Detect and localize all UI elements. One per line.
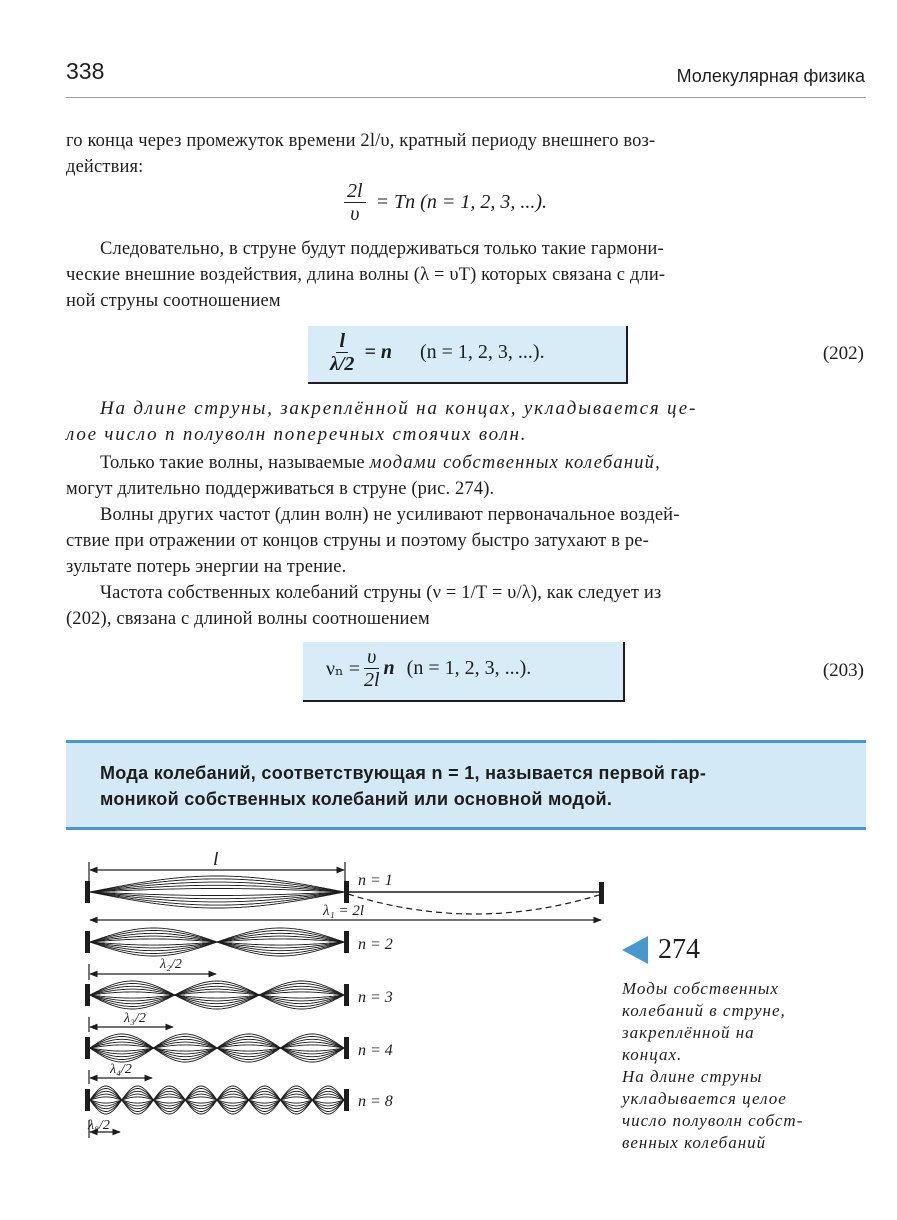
text-line: действия:: [66, 157, 144, 177]
figure-caption: [622, 978, 862, 1154]
wave-envelope-line: [90, 1039, 344, 1048]
equation-number: (203): [822, 660, 864, 681]
caption-line: венных колебаний: [622, 1133, 767, 1152]
text-line: Волны других частот (длин волн) не усиливают первоначальное воздей-: [100, 505, 680, 525]
text-line: зультате потерь энергии на трение.: [66, 557, 347, 577]
figure-number-text: 274: [658, 934, 700, 965]
half-lambda-label: λ₈/2: [88, 1118, 110, 1133]
length-label: l: [213, 852, 219, 870]
wave-envelope-line: [90, 1048, 344, 1062]
text-line: Следовательно, в струне будут поддерживаться только такие гармони-: [100, 239, 664, 259]
numerator: l: [336, 330, 348, 353]
wave-envelope-line: [90, 892, 344, 908]
wave-envelope-line: [90, 1048, 344, 1057]
paragraph-line: [66, 128, 866, 154]
wave-envelope-line: [90, 931, 344, 943]
equation-203: [326, 646, 531, 691]
string-clamp: [344, 1089, 349, 1111]
string-clamp: [344, 984, 349, 1006]
caption-line: концах.: [622, 1045, 683, 1064]
wave-envelope-line: [90, 995, 344, 998]
wave-envelope-line: [90, 876, 344, 892]
mode-label: n = 4: [358, 1042, 393, 1059]
string-clamp: [85, 1089, 90, 1111]
fraction: [364, 646, 380, 691]
denominator: λ/2: [330, 353, 355, 375]
caption-line: число полуволн собст-: [622, 1111, 804, 1130]
text-line: ческие внешние воздействия, длина волны (λ = υT) которых связана с дли-: [66, 265, 666, 285]
definition-line: моникой собственных колебаний или основной модой.: [100, 789, 613, 809]
definition-line: Мода колебаний, соответствующая n = 1, называется первой гар-: [100, 763, 707, 783]
wave-envelope-line: [90, 942, 344, 954]
equation-period: [340, 180, 547, 225]
lambda1-label: λ₁ = 2l: [323, 903, 365, 919]
caption-line: Моды собственных: [622, 979, 779, 998]
fraction: [344, 180, 366, 225]
mode-label: n = 3: [358, 989, 393, 1006]
equation-rest: = Tn (n = 1, 2, 3, ...).: [375, 191, 547, 213]
text-line: лое число n полуволн поперечных стоячих волн.: [66, 424, 528, 445]
caption-line: укладывается целое: [622, 1089, 787, 1108]
text-line: (202), связана с длиной волны соотношением: [66, 609, 430, 629]
half-lambda-label: λ₃/2: [124, 1011, 146, 1026]
string-clamp: [85, 931, 90, 953]
equation-condition: (n = 1, 2, 3, ...).: [419, 341, 545, 363]
mode-label: n = 2: [358, 936, 393, 953]
mode-label: n = 1: [358, 872, 393, 889]
wave-envelope-line: [90, 942, 344, 948]
string-clamp: [344, 931, 349, 953]
header-rule: [66, 97, 866, 98]
figure-marker-icon: [622, 936, 648, 964]
wave-envelope-line: [90, 995, 344, 1004]
denominator: υ: [350, 203, 360, 225]
caption-line: закреплённой на: [622, 1023, 755, 1042]
equation-number: (202): [822, 343, 864, 364]
denominator: 2l: [363, 669, 380, 691]
text-line: На длине струны, закреплённой на концах, укладывается це-: [100, 398, 698, 419]
figure-number: [622, 934, 700, 966]
equation-condition: (n = 1, 2, 3, ...).: [406, 657, 532, 679]
page-number: 338: [66, 58, 105, 84]
string-clamp: [85, 1037, 90, 1059]
caption-line: колебаний в струне,: [622, 1001, 786, 1020]
text-line: го конца через промежуток времени 2l/υ, кратный периоду внешнего воз-: [66, 131, 656, 151]
caption-line: На длине струны: [622, 1067, 763, 1086]
mode-label: n = 8: [358, 1093, 393, 1110]
equation-rhs: = n: [364, 341, 392, 363]
string-clamp: [85, 984, 90, 1006]
running-header: Молекулярная физика: [676, 66, 865, 86]
equation-202: [326, 330, 545, 375]
equation-lhs: νₙ =: [326, 658, 360, 680]
string-clamp: [344, 1037, 349, 1059]
wave-envelope-line: [90, 1034, 344, 1048]
text-line: Частота собственных колебаний струны (ν = 1/T = υ/λ), как следует из: [100, 583, 662, 603]
text-span-italic: модами собственных колебаний,: [369, 453, 661, 473]
wave-envelope-line: [90, 986, 344, 995]
equation-n: n: [383, 657, 395, 679]
numerator: 2l: [344, 180, 366, 203]
wave-envelope-line: [90, 992, 344, 995]
half-lambda-label: λ₄/2: [110, 1062, 132, 1077]
definition-text: [100, 760, 845, 812]
text-line: ной струны соотношением: [66, 291, 281, 311]
fraction: [330, 330, 354, 375]
half-lambda-label: λ₂/2: [160, 957, 182, 972]
wave-envelope-line: [90, 936, 344, 942]
wave-extension-dashed: [348, 894, 602, 914]
text-line: ствие при отражении от концов струны и поэтому быстро затухают в ре-: [66, 531, 649, 551]
numerator: υ: [364, 646, 379, 669]
text-span: Только такие волны, называемые: [100, 453, 370, 473]
far-clamp: [599, 882, 604, 904]
wave-envelope-line: [90, 1091, 344, 1100]
text-line: могут длительно поддерживаться в струне (рис. 274).: [66, 479, 495, 499]
standing-waves-figure: [80, 852, 620, 1147]
string-clamp: [85, 881, 90, 903]
text-line: [100, 450, 661, 476]
wave-envelope-line: [90, 1100, 344, 1109]
